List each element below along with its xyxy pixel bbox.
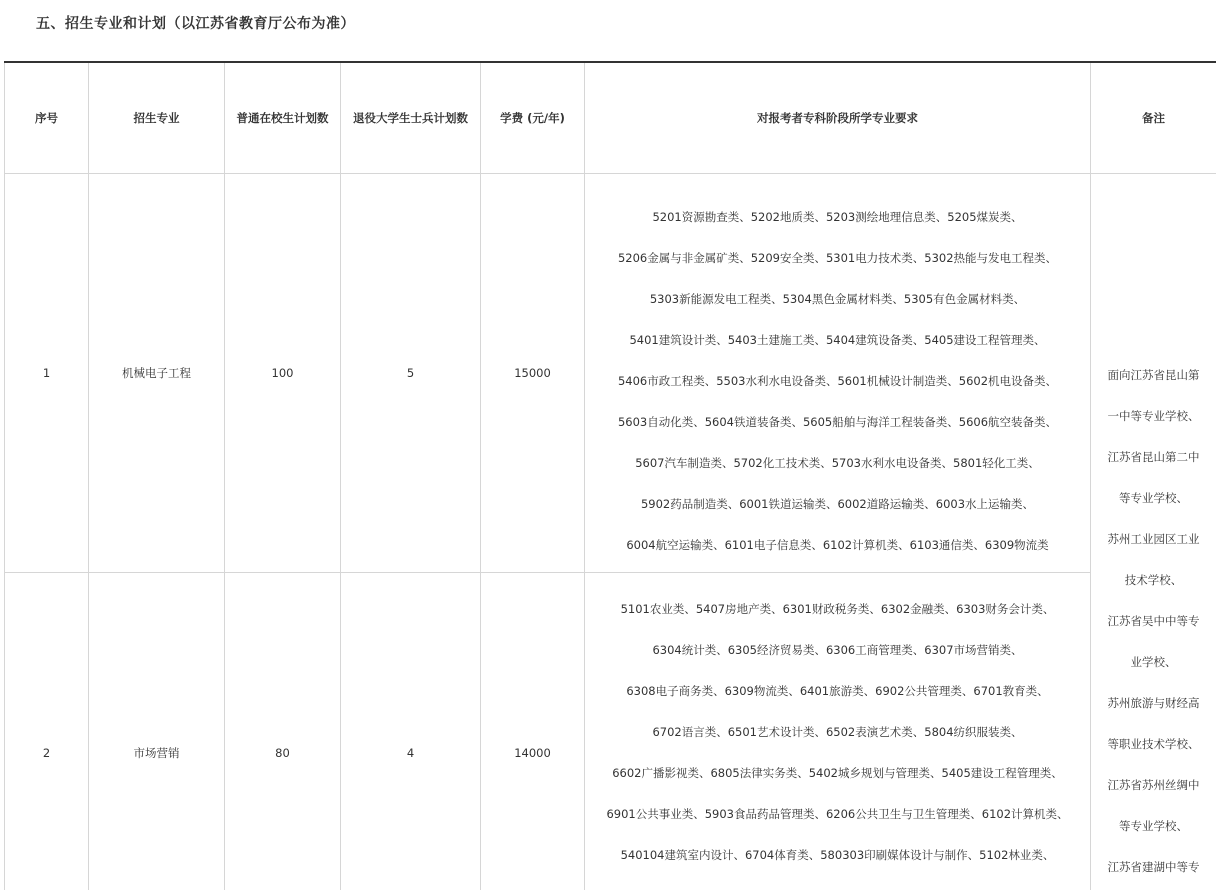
cell-index: 2: [5, 573, 89, 890]
note-line: 江苏省昆山第二中: [1107, 450, 1200, 464]
header-veteran-plan-text: 退役大学生士兵计划数: [353, 110, 468, 125]
requirement-list: [585, 181, 1090, 566]
note-line: 面向江苏省昆山第: [1107, 368, 1200, 382]
header-tuition: 学费 (元/年): [481, 62, 585, 174]
requirement-line: 5206金属与非金属矿类、5209安全类、5301电力技术类、5302热能与发电工程类、: [617, 250, 1058, 265]
requirement-line: 540104建筑室内设计、6704体育类、580303印刷媒体设计与制作、5102林业类、: [620, 848, 1055, 862]
note-line: 苏州工业园区工业: [1107, 532, 1200, 546]
cell-veteran-plan: 5: [341, 174, 481, 573]
note-line: 江苏省苏州丝绸中: [1107, 778, 1200, 792]
requirement-line: 6901公共事业类、5903食品药品管理类、6206公共卫生与卫生管理类、6102计算机类、: [606, 807, 1069, 821]
note-line: 江苏省建湖中等专: [1107, 860, 1200, 874]
cell-major: 机械电子工程: [89, 174, 225, 573]
header-regular-plan-text: 普通在校生计划数: [236, 110, 329, 125]
cell-major: 市场营销: [89, 573, 225, 890]
note-line: 技术学校、: [1124, 573, 1183, 587]
header-note: 备注: [1091, 62, 1216, 174]
cell-regular-plan: 80: [225, 573, 341, 890]
header-major: 招生专业: [89, 62, 225, 174]
requirement-line: 5607汽车制造类、5702化工技术类、5703水利水电设备类、5801轻化工类、: [635, 455, 1040, 470]
note-line: 等专业学校、: [1119, 819, 1188, 833]
requirement-line: 5101农业类、5407房地产类、6301财政税务类、6302金融类、6303财务会计类、: [620, 602, 1055, 616]
requirement-line: 5902药品制造类、6001铁道运输类、6002道路运输类、6003水上运输类、: [640, 496, 1035, 511]
note-list: [1091, 174, 1216, 888]
requirement-line: 5303新能源发电工程类、5304黑色金属材料类、5305有色金属材料类、: [649, 291, 1026, 306]
cell-requirement: [585, 174, 1091, 573]
header-index: 序号: [5, 62, 89, 174]
note-line: 等专业学校、: [1119, 491, 1188, 505]
table-header-row: [5, 62, 1216, 174]
table-row: [5, 573, 1216, 890]
cell-tuition: 14000: [481, 573, 585, 890]
header-regular-plan: [225, 62, 341, 174]
note-line: 等职业技术学校、: [1107, 737, 1200, 751]
cell-veteran-plan: 4: [341, 573, 481, 890]
requirement-line: 6304统计类、6305经济贸易类、6306工商管理类、6307市场营销类、: [652, 643, 1023, 657]
table-row: [5, 174, 1216, 573]
note-line: 苏州旅游与财经高: [1107, 696, 1200, 710]
cell-requirement: [585, 573, 1091, 890]
requirement-line: 5201资源勘查类、5202地质类、5203测绘地理信息类、5205煤炭类、: [652, 209, 1023, 224]
requirement-line: 5406市政工程类、5503水利水电设备类、5601机械设计制造类、5602机电设备类、: [617, 373, 1058, 388]
header-veteran-plan: [341, 62, 481, 174]
cell-tuition: 15000: [481, 174, 585, 573]
requirement-line: 6308电子商务类、6309物流类、6401旅游类、6902公共管理类、6701教育类、: [626, 684, 1049, 698]
enrollment-plan-table: [4, 61, 1216, 890]
cell-note: [1091, 174, 1216, 890]
section-title: 五、招生专业和计划（以江苏省教育厅公布为准）: [36, 16, 355, 32]
requirement-line: 6602广播影视类、6805法律实务类、5402城乡规划与管理类、5405建设工程管理类、: [612, 766, 1063, 780]
cell-regular-plan: 100: [225, 174, 341, 573]
enrollment-table-container: [4, 61, 1216, 890]
requirement-line: 5401建筑设计类、5403土建施工类、5404建筑设备类、5405建设工程管理类、: [629, 332, 1046, 347]
cell-index: 1: [5, 174, 89, 573]
requirement-list: [585, 573, 1090, 876]
note-line: 一中等专业学校、: [1107, 409, 1200, 423]
requirement-line: 5603自动化类、5604铁道装备类、5605船舶与海洋工程装备类、5606航空装备类、: [617, 414, 1058, 429]
requirement-line: 6702语言类、6501艺术设计类、6502表演艺术类、5804纺织服装类、: [652, 725, 1023, 739]
header-requirement: 对报考者专科阶段所学专业要求: [585, 62, 1091, 174]
note-line: 江苏省吴中中等专: [1107, 614, 1200, 628]
requirement-line: 6004航空运输类、6101电子信息类、6102计算机类、6103通信类、6309物流类: [626, 537, 1049, 552]
note-line: 业学校、: [1130, 655, 1177, 669]
